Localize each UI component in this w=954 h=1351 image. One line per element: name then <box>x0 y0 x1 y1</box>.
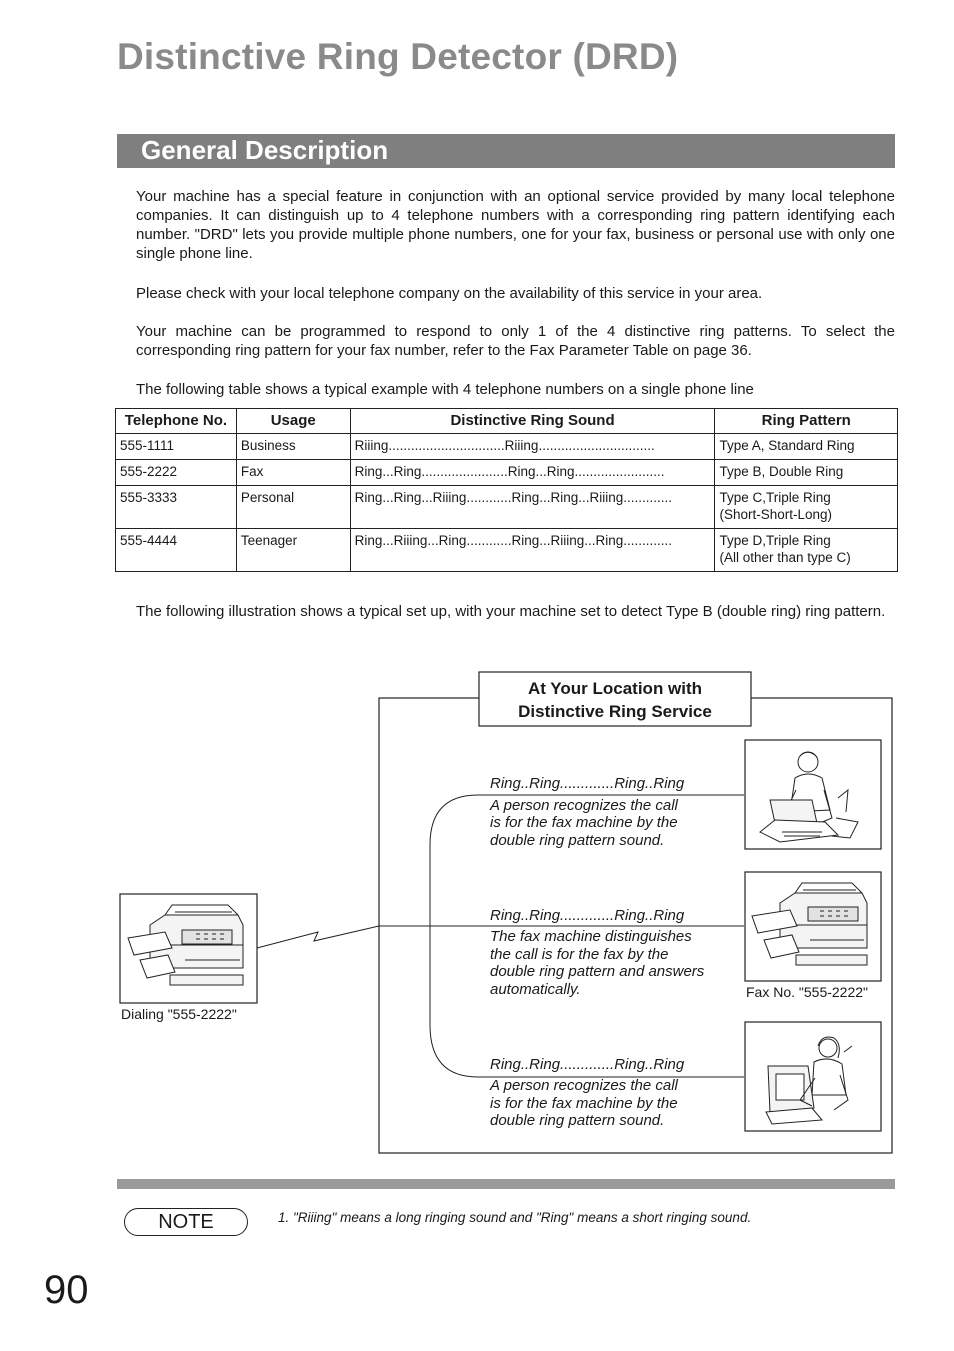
dialing-label: Dialing "555-2222" <box>121 1006 237 1022</box>
ring-pattern-text: Type C,Triple Ring <box>719 490 831 505</box>
ring-sound-cell: Ring...Riiing...Ring............Ring...Riiing...Ring............. <box>350 529 715 572</box>
ring-sound-cell: Riiing...............................Riiing............................... <box>350 434 715 460</box>
telephone-cell: 555-1111 <box>116 434 237 460</box>
ring-pattern-detail: (Short-Short-Long) <box>719 507 833 522</box>
ring-pattern-top: Ring..Ring.............Ring..Ring <box>490 775 685 792</box>
usage-cell: Business <box>236 434 350 460</box>
ring-pattern-text: Type A, Standard Ring <box>719 438 855 453</box>
ring-pattern-text: Type D,Triple Ring <box>719 533 831 548</box>
page-number: 90 <box>44 1268 89 1312</box>
branch-description-middle: The fax machine distinguishes the call is for the fax by the double ring pattern and answers automatically. <box>490 928 705 998</box>
telephone-cell: 555-3333 <box>116 486 237 529</box>
availability-paragraph: Please check with your local telephone company on the availability of this service in your area. <box>136 285 763 302</box>
branch-description-top: A person recognizes the call is for the fax machine by the double ring pattern sound. <box>490 797 678 849</box>
usage-cell: Fax <box>236 460 350 486</box>
ring-pattern-text: Type B, Double Ring <box>719 464 844 479</box>
table-intro-paragraph: The following table shows a typical example with 4 telephone numbers on a single phone line <box>136 381 754 398</box>
note-text: 1. "Riiing" means a long ringing sound and "Ring" means a short ringing sound. <box>278 1210 752 1225</box>
ring-pattern-bottom: Ring..Ring.............Ring..Ring <box>490 1056 685 1073</box>
phone-line <box>257 926 379 948</box>
illustration-intro-paragraph: The following illustration shows a typical set up, with your machine set to detect Type B (double ring) ring pattern. <box>136 603 886 620</box>
telephone-cell: 555-2222 <box>116 460 237 486</box>
column-header: Telephone No. <box>116 409 237 434</box>
ring-pattern-middle: Ring..Ring.............Ring..Ring <box>490 907 685 924</box>
usage-cell: Personal <box>236 486 350 529</box>
programming-paragraph: Your machine can be programmed to respond to only 1 of the 4 distinctive ring patterns. To select the corresponding ring pattern for your fax number, refer to the Fax Parameter Table on page 36. <box>136 323 895 359</box>
location-title-line1: At Your Location with <box>527 679 703 698</box>
telephone-cell: 555-4444 <box>116 529 237 572</box>
branch-description-bottom: A person recognizes the call is for the fax machine by the double ring pattern sound. <box>490 1077 678 1129</box>
location-title-line2: Distinctive Ring Service <box>518 702 712 721</box>
bottom-divider <box>117 1179 895 1189</box>
ring-sound-cell: Ring...Ring...Riiing............Ring...Ring...Riiing............. <box>350 486 715 529</box>
section-title: General Description <box>141 135 389 165</box>
ring-pattern-detail: (All other than type C) <box>719 550 851 565</box>
note-button[interactable]: NOTE <box>124 1208 248 1236</box>
usage-cell: Teenager <box>236 529 350 572</box>
ring-sound-cell: Ring...Ring.......................Ring...Ring........................ <box>350 460 715 486</box>
fax-number-label: Fax No. "555-2222" <box>746 984 869 1000</box>
column-header: Ring Pattern <box>715 409 898 434</box>
column-header: Distinctive Ring Sound <box>350 409 715 434</box>
column-header: Usage <box>236 409 350 434</box>
page-title: Distinctive Ring Detector (DRD) <box>117 36 679 77</box>
intro-paragraph: Your machine has a special feature in conjunction with an optional service provided by many local telephone companies. It can distinguish up to 4 telephone numbers with a corresponding ring pattern identifying each number. "DRD" lets you provide multiple phone numbers, one for your fax, business or personal use with only one single phone line. <box>136 188 895 262</box>
